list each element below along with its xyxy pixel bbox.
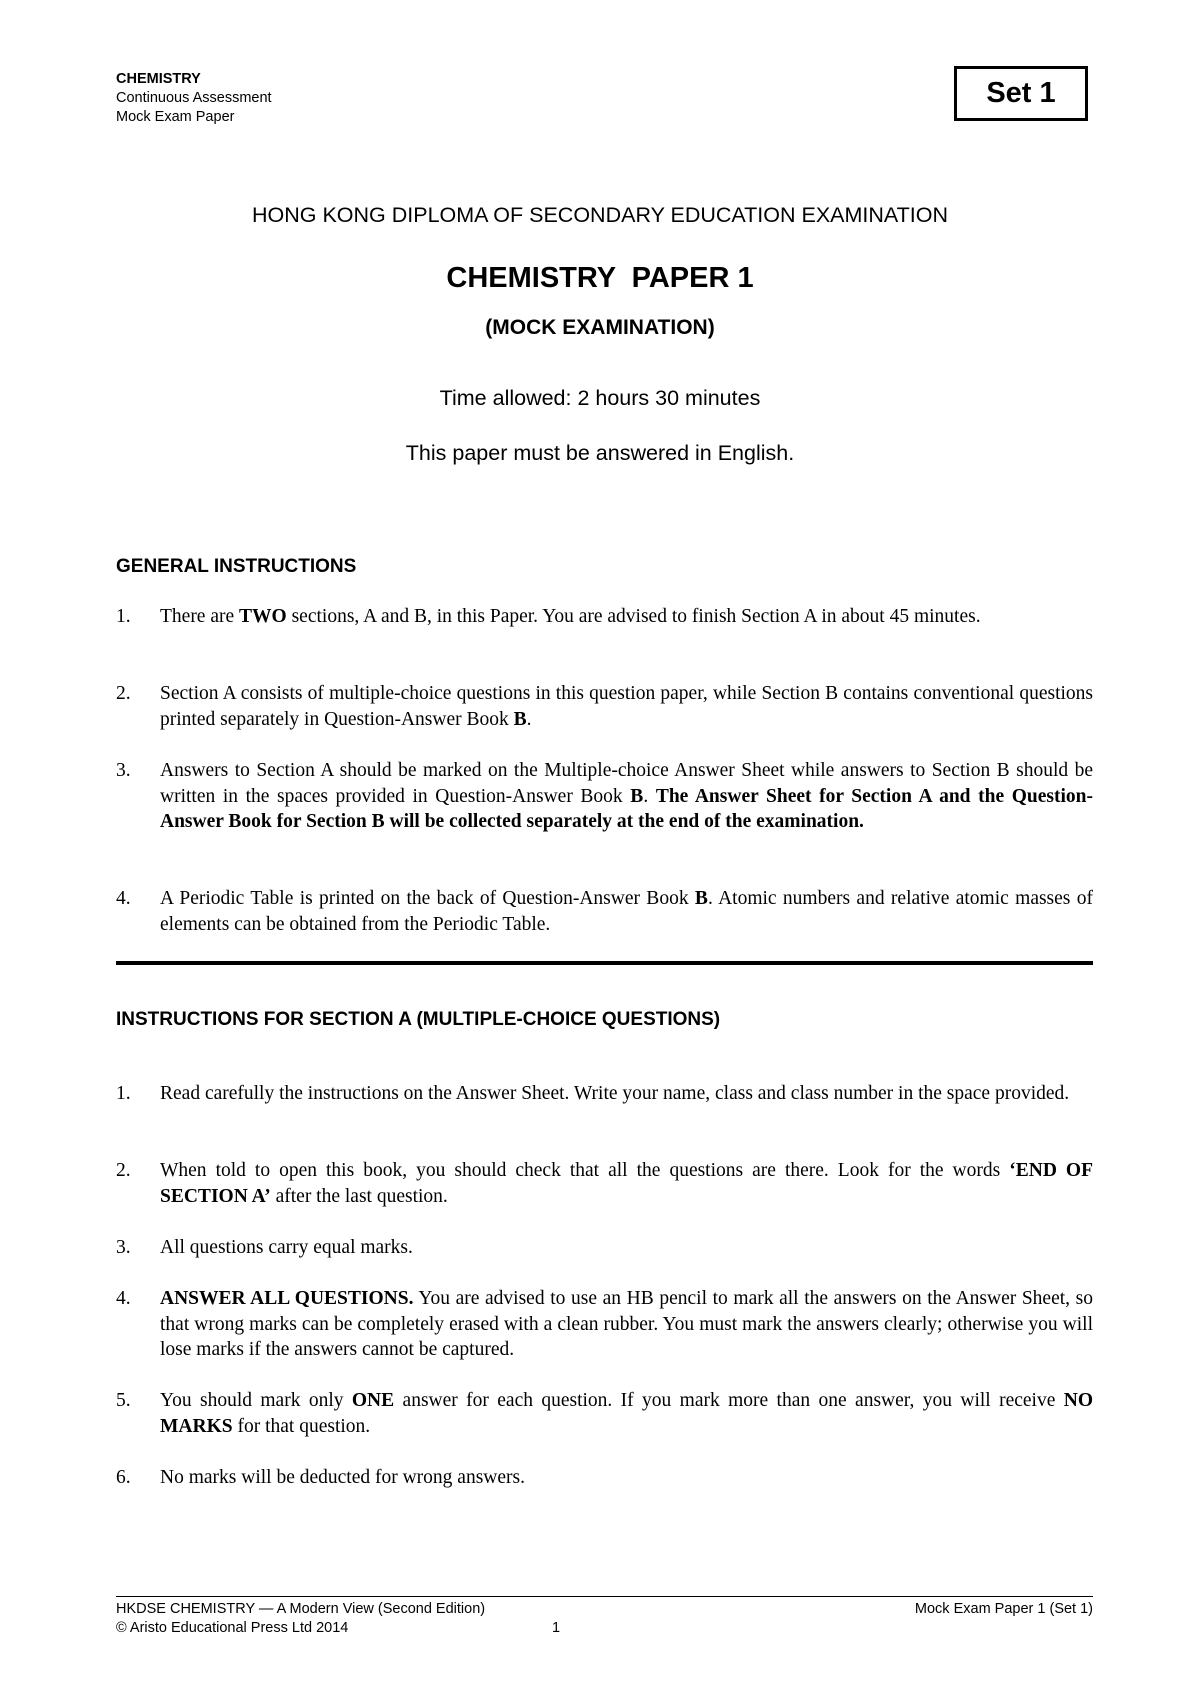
bold-text-run: ‘END OF SECTION A’: [160, 1160, 1093, 1207]
paper-type-label: Mock Exam Paper: [116, 109, 235, 125]
paper-title: CHEMISTRY PAPER 1: [446, 262, 754, 294]
item-text: [160, 1158, 1093, 1209]
exam-title: HONG KONG DIPLOMA OF SECONDARY EDUCATION EXAMINATION: [251, 203, 949, 227]
list-item: [116, 886, 1093, 937]
text-run: Section A consists of multiple-choice questions in this question paper, while Section B contains conventional questions printed separately in Question-Answer Book: [160, 683, 1093, 730]
general-instructions-heading: GENERAL INSTRUCTIONS: [116, 556, 357, 577]
footer-paper-label: Mock Exam Paper 1 (Set 1): [914, 1601, 1093, 1617]
footer-book-title: HKDSE CHEMISTRY — A Modern View (Second Edition): [116, 1601, 486, 1617]
text-run: Answers to Section A should be marked on the Multiple-choice Answer Sheet while answers to Section B should be written in the spaces provided in Question-Answer Book: [160, 760, 1093, 807]
bold-text-run: The Answer Sheet for Section A and the Question-Answer Book for Section B will be collected separately at the end of the examination.: [160, 785, 1094, 832]
item-number: 5.: [116, 1390, 131, 1411]
item-number: 3.: [116, 760, 131, 781]
list-item: [116, 758, 1093, 835]
document-header: [116, 70, 272, 127]
item-number: 4.: [116, 888, 131, 909]
item-number: 6.: [116, 1467, 131, 1488]
text-run: Read carefully the instructions on the Answer Sheet. Write your name, class and class number in the space provided.: [160, 1083, 1070, 1104]
text-run: after the last question.: [270, 1185, 448, 1207]
bold-text-run: ONE: [351, 1390, 395, 1411]
text-run: You are advised to use an HB pencil to mark all the answers on the Answer Sheet, so that wrong marks can be completely erased with a clean rubber. You must mark the answers clearly; otherwise you will lose marks if the answers cannot be captured.: [160, 1288, 1093, 1360]
text-run: No marks will be deducted for wrong answers.: [160, 1467, 525, 1488]
subject-label: CHEMISTRY: [116, 71, 201, 87]
bold-text-run: ANSWER ALL QUESTIONS.: [160, 1288, 414, 1309]
list-item: [116, 681, 1093, 732]
footer-left: [116, 1600, 485, 1638]
text-run: A Periodic Table is printed on the back of Question-Answer Book: [160, 888, 695, 909]
item-number: 2.: [116, 1160, 131, 1181]
text-run: .: [643, 785, 656, 807]
language-note: This paper must be answered in English.: [405, 441, 795, 465]
text-run: sections, A and B, in this Paper. You are advised to finish Section A in about 45 minutes.: [286, 606, 981, 627]
item-text: [160, 758, 1093, 835]
item-text: [160, 886, 1093, 937]
list-item: [116, 1158, 1093, 1209]
assessment-label: Continuous Assessment: [116, 90, 272, 106]
bold-text-run: B: [630, 785, 644, 807]
item-text: [160, 681, 1093, 732]
item-number: 1.: [116, 606, 131, 627]
list-item: [116, 1081, 1093, 1107]
item-number: 2.: [116, 683, 131, 704]
bold-text-run: NO MARKS: [160, 1390, 1093, 1437]
bold-text-run: TWO: [239, 606, 287, 627]
item-text: [160, 1465, 1093, 1491]
text-run: All questions carry equal marks.: [160, 1237, 413, 1258]
text-run: answer for each question. If you mark more than one answer, you will receive: [394, 1390, 1064, 1411]
text-run: .: [526, 708, 532, 730]
section-a-heading: INSTRUCTIONS FOR SECTION A (MULTIPLE-CHOICE QUESTIONS): [116, 1009, 721, 1030]
text-run: . Atomic numbers and relative atomic masses of elements can be obtained from the Periodic Table.: [160, 888, 1093, 935]
list-item: [116, 1286, 1093, 1363]
item-text: [160, 604, 1093, 630]
item-text: [160, 1235, 1093, 1261]
item-text: [160, 1081, 1093, 1107]
item-number: 3.: [116, 1237, 131, 1258]
page-number: 1: [552, 1620, 561, 1636]
text-run: There are: [160, 606, 240, 627]
item-text: [160, 1388, 1093, 1439]
item-text: [160, 1286, 1093, 1363]
text-run: You should mark only: [160, 1390, 352, 1411]
list-item: [116, 1388, 1093, 1439]
list-item: [116, 1465, 1093, 1491]
item-number: 4.: [116, 1288, 131, 1309]
footer-divider: [116, 1596, 1093, 1597]
footer-copyright: © Aristo Educational Press Ltd 2014: [116, 1620, 349, 1636]
bold-text-run: B: [694, 888, 708, 909]
time-allowed: Time allowed: 2 hours 30 minutes: [439, 386, 761, 410]
set-badge: Set 1: [954, 66, 1088, 121]
list-item: [116, 1235, 1093, 1261]
item-number: 1.: [116, 1083, 131, 1104]
bold-text-run: B: [513, 708, 527, 730]
text-run: When told to open this book, you should check that all the questions are there. Look for the words: [160, 1160, 1010, 1181]
text-run: for that question.: [232, 1415, 371, 1437]
mock-subtitle: (MOCK EXAMINATION): [485, 316, 715, 339]
section-divider: [116, 961, 1093, 965]
list-item: [116, 604, 1093, 630]
